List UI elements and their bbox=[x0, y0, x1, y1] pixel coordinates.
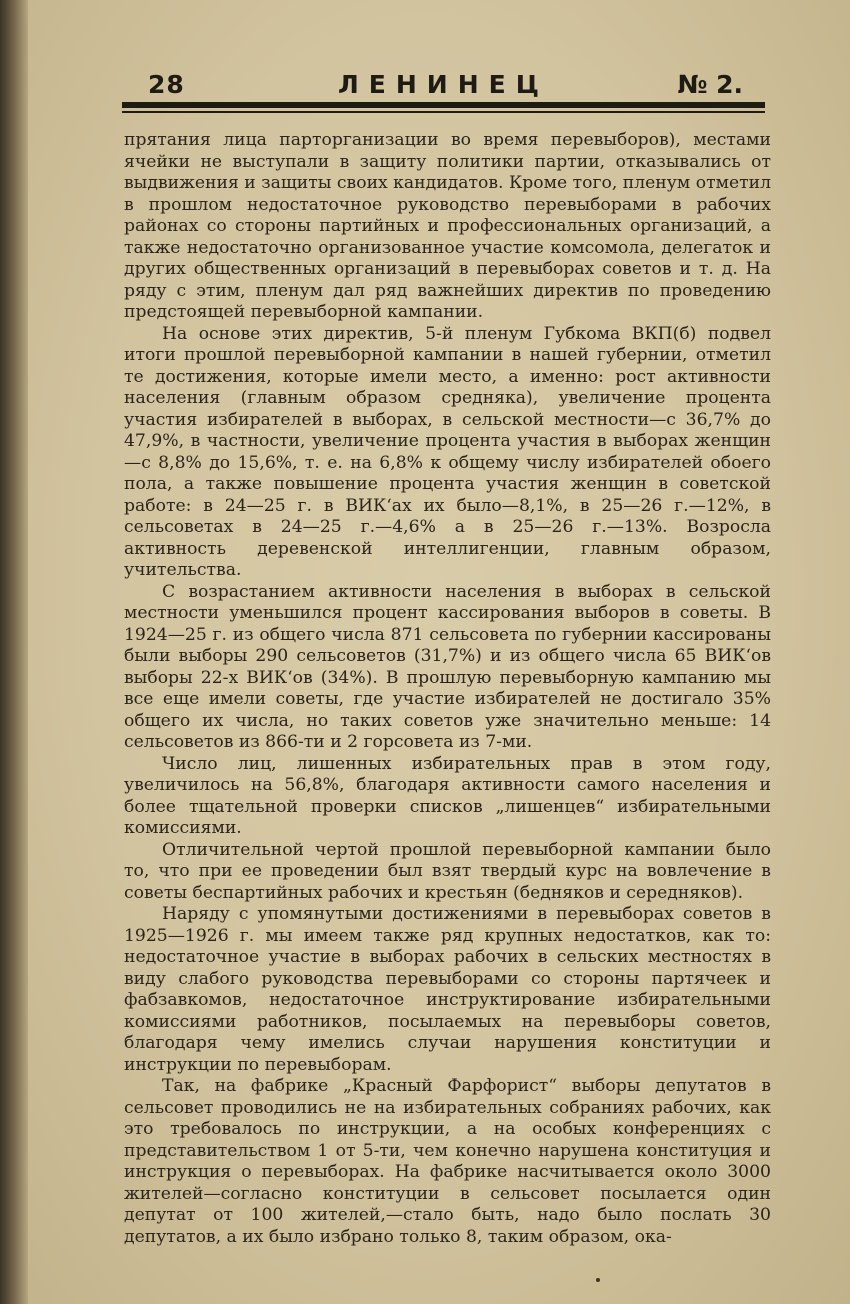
issue-number: № 2. bbox=[677, 70, 743, 99]
ink-speck bbox=[596, 1278, 600, 1282]
header-rule-thin bbox=[122, 111, 765, 113]
paragraph: Наряду с упомянутыми достижениями в перевыборах советов в 1925—1926 г. мы имеем также ряд крупных недостатков, как то: недостаточное участие в выборах рабочих в сельских местностях в виду слабого руководства перевыборами со стороны партячеек и фабзавкомов, недостаточное инструктирование избирательными комиссиями работников, посылаемых на перевыборы советов, благодаря чему имелись случаи нарушения конституции и инструкции по перевыборам. bbox=[124, 904, 771, 1075]
page-header bbox=[122, 70, 765, 104]
journal-title: ЛЕНИНЕЦ bbox=[338, 70, 549, 99]
paragraph: Так, на фабрике „Красный Фарфорист“ выборы депутатов в сельсовет проводились не на избирательных собраниях рабочих, как это требовалось по инструкции, а на особых конференциях с представительством 1 от 5-ти, чем конечно нарушена конституция и инструкция о перевыборах. На фабрике насчитывается около 3000 жителей—согласно конституции в сельсовет посылается один депутат от 100 жителей,—стало быть, надо было послать 30 депутатов, а их было избрано только 8, таким образом, ока- bbox=[124, 1076, 771, 1247]
page-binding-shadow bbox=[0, 0, 28, 1304]
article-body bbox=[124, 130, 771, 1248]
paragraph: прятания лица парторганизации во время перевыборов), местами ячейки не выступали в защиту политики партии, отказывались от выдвижения и защиты своих кандидатов. Кроме того, пленум отметил в прошлом недостаточное руководство перевыборами в рабочих районах со стороны партийных и профессиональных организаций, а также недостаточно организованное участие комсомола, делегаток и других общественных организаций в перевыборах советов и т. д. На ряду с этим, пленум дал ряд важнейших директив по проведению предстоящей перевыборной кампании. bbox=[124, 130, 771, 322]
paragraph: На основе этих директив, 5-й пленум Губкома ВКП(б) подвел итоги прошлой перевыборной кампании в нашей губернии, отметил те достижения, которые имели место, а именно: рост активности населения (главным образом средняка), увеличение процента участия избирателей в выборах, в сельской местности—с 36,7% до 47,9%, в частности, увеличение процента участия в выборах женщин—с 8,8% до 15,6%, т. е. на 6,8% к общему числу избирателей обоего пола, а также повышение процента участия женщин в советской работе: в 24—25 г. в ВИК‘ах их было—8,1%, в 25—26 г.—12%, в сельсоветах в 24—25 г.—4,6% а в 25—26 г.—13%. Возросла активность деревенской интеллигенции, главным образом, учительства. bbox=[124, 323, 771, 580]
paragraph: Число лиц, лишенных избирательных прав в этом году, увеличилось на 56,8%, благодаря активности самого населения и более тщательной проверки списков „лишенцев“ избирательными комиссиями. bbox=[124, 753, 771, 838]
paragraph: С возрастанием активности населения в выборах в сельской местности уменьшился процент кассирования выборов в советы. В 1924—25 г. из общего числа 871 сельсовета по губернии кассированы были выборы 290 сельсоветов (31,7%) и из общего числа 65 ВИК‘ов выборы 22-х ВИК‘ов (34%). В прошлую перевыборную кампанию мы все еще имели советы, где участие избирателей не достигало 35% общего их числа, но таких советов уже значительно меньше: 14 сельсоветов из 866-ти и 2 горсовета из 7-ми. bbox=[124, 581, 771, 752]
paragraph: Отличительной чертой прошлой перевыборной кампании было то, что при ее проведении был взят твердый курс на вовлечение в советы беспартийных рабочих и крестьян (бедняков и середняков). bbox=[124, 839, 771, 903]
header-rule-thick bbox=[122, 102, 765, 108]
page-number: 28 bbox=[148, 70, 185, 99]
